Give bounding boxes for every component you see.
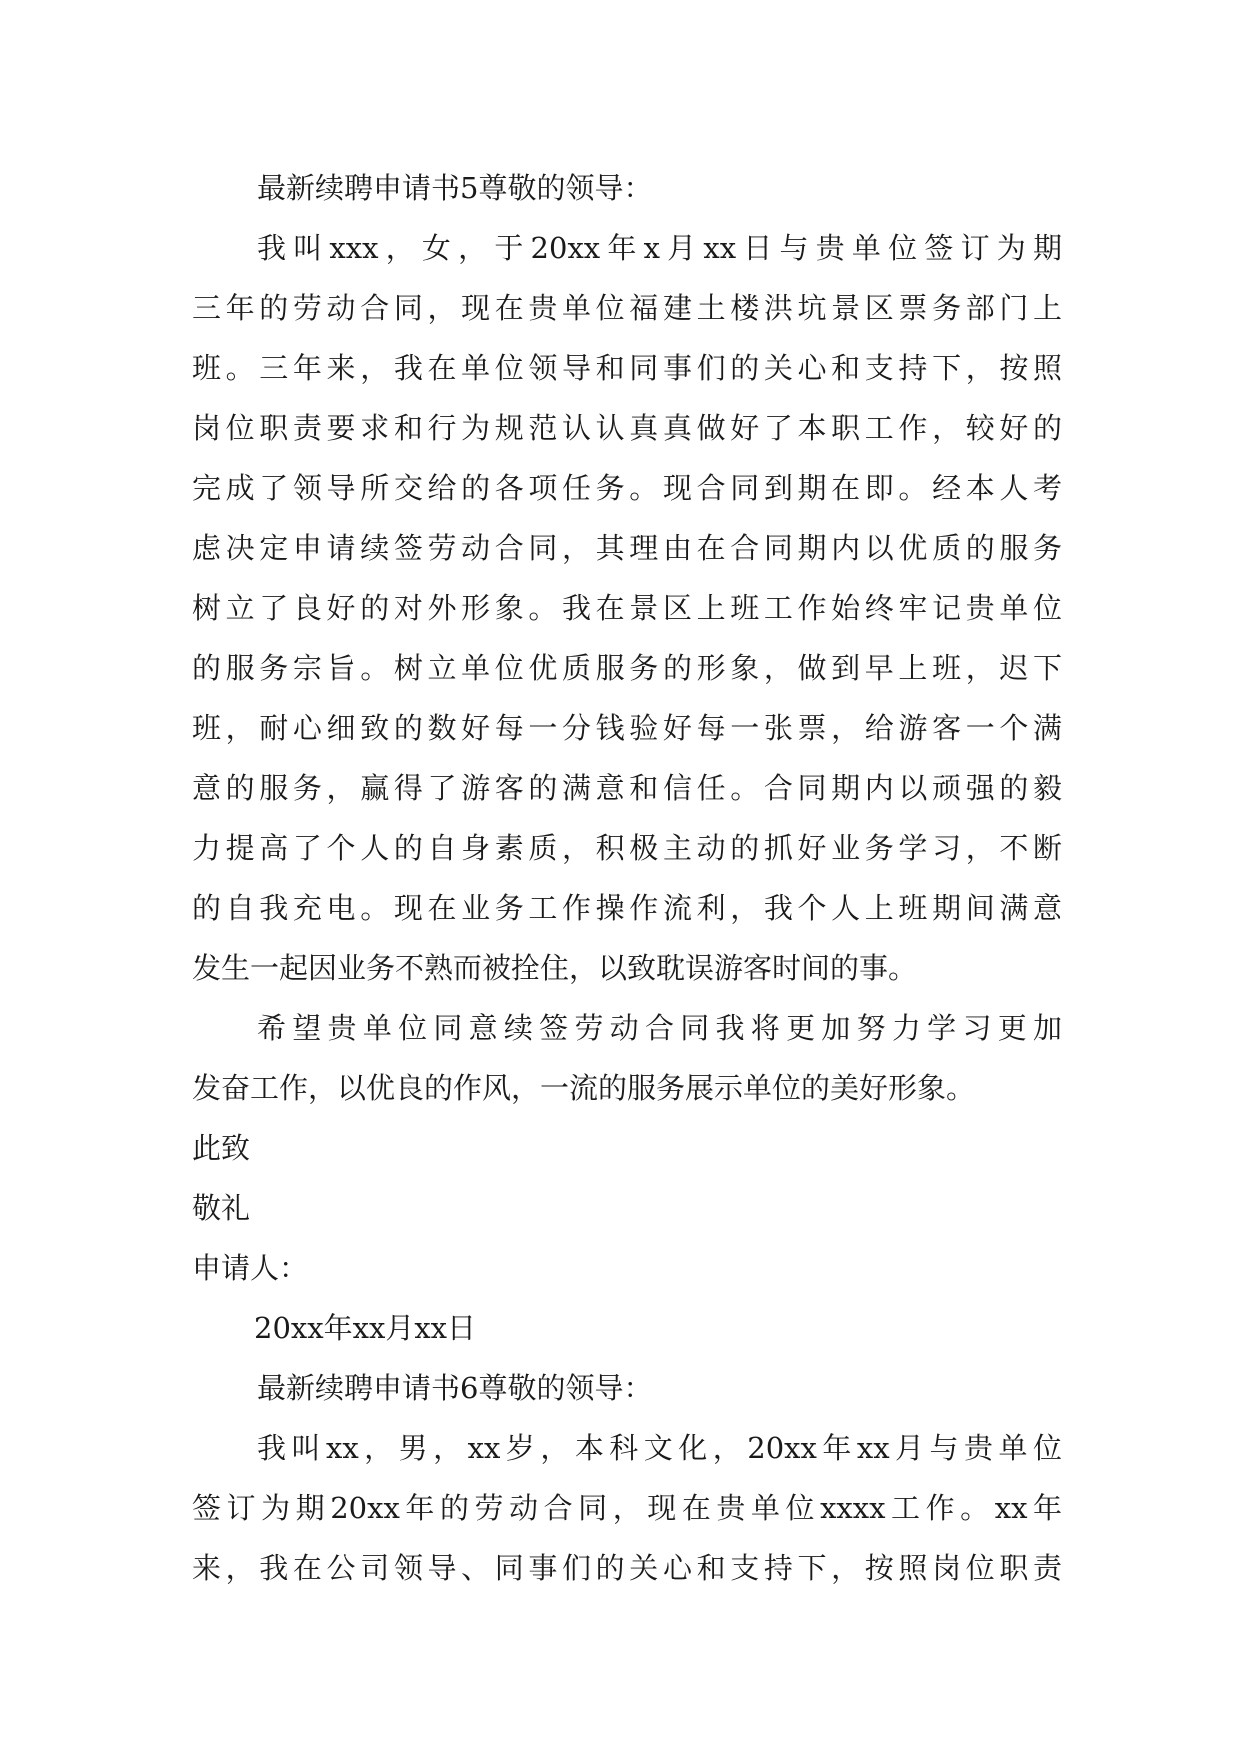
letter-5-closing	[192, 998, 1062, 1118]
body-line: 签订为期20xx年的劳动合同，现在贵单位xxxx工作。xx年	[192, 1491, 1062, 1525]
body-line: 三年的劳动合同，现在贵单位福建土楼洪坑景区票务部门上	[192, 291, 1062, 325]
body-line: 虑决定申请续签劳动合同，其理由在合同期内以优质的服务	[192, 531, 1062, 565]
body-line: 岗位职责要求和行为规范认认真真做好了本职工作，较好的	[192, 411, 1062, 445]
body-line: 发生一起因业务不熟而被拴住，以致耽误游客时间的事。	[192, 951, 918, 985]
body-line: 完成了领导所交给的各项任务。现合同到期在即。经本人考	[192, 471, 1062, 505]
body-line: 力提高了个人的自身素质，积极主动的抓好业务学习，不断	[192, 831, 1062, 865]
letter-heading-5: 最新续聘申请书5尊敬的领导：	[257, 171, 653, 205]
salutation-cizhi: 此致	[192, 1131, 251, 1165]
body-line: 的自我充电。现在业务工作操作流利，我个人上班期间满意	[192, 891, 1062, 925]
body-line: 班。三年来，我在单位领导和同事们的关心和支持下，按照	[192, 351, 1062, 385]
body-line: 来，我在公司领导、同事们的关心和支持下，按照岗位职责	[192, 1551, 1062, 1585]
document-body	[192, 158, 1062, 1598]
closing-line: 希望贵单位同意续签劳动合同我将更加努力学习更加	[257, 1011, 1062, 1045]
letter-heading-6: 最新续聘申请书6尊敬的领导：	[257, 1371, 653, 1405]
applicant-label: 申请人：	[192, 1251, 309, 1285]
letter-6-body	[192, 1418, 1062, 1598]
body-line: 我叫xxx，女，于20xx年x月xx日与贵单位签订为期	[257, 231, 1062, 265]
body-line: 意的服务，赢得了游客的满意和信任。合同期内以顽强的毅	[192, 771, 1062, 805]
salutation-jingli: 敬礼	[192, 1191, 251, 1225]
letter-5-body	[192, 218, 1062, 998]
body-line: 树立了良好的对外形象。我在景区上班工作始终牢记贵单位	[192, 591, 1062, 625]
body-line: 我叫xx，男，xx岁，本科文化，20xx年xx月与贵单位	[257, 1431, 1062, 1465]
body-line: 班，耐心细致的数好每一分钱验好每一张票，给游客一个满	[192, 711, 1062, 745]
letter-date: 20xx年xx月xx日	[254, 1311, 477, 1345]
body-line: 的服务宗旨。树立单位优质服务的形象，做到早上班，迟下	[192, 651, 1062, 685]
closing-line: 发奋工作，以优良的作风，一流的服务展示单位的美好形象。	[192, 1071, 976, 1105]
